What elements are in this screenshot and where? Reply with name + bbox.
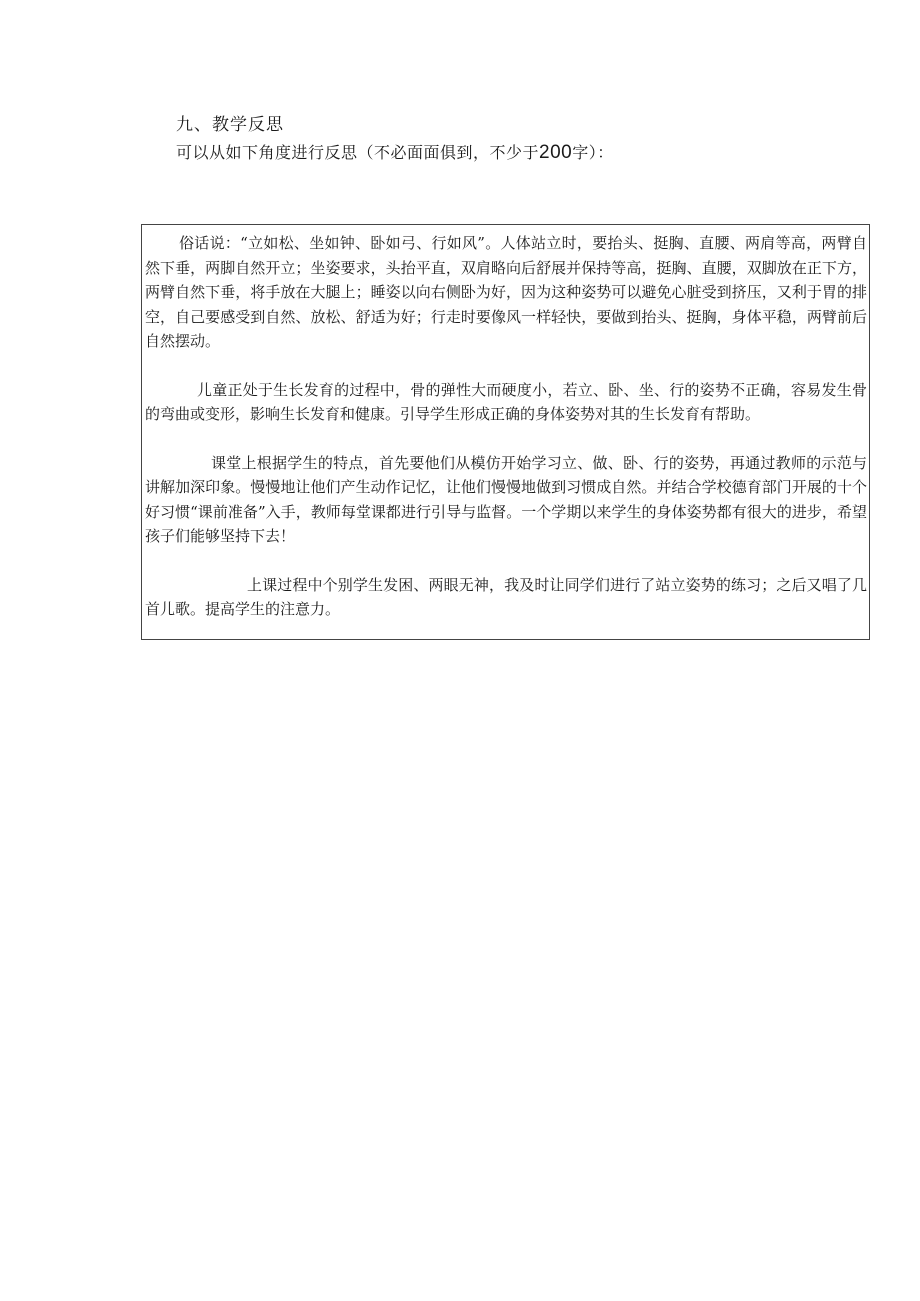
reflection-box <box>141 224 870 640</box>
reflection-paragraph-2: 儿童正处于生长发育的过程中，骨的弹性大而硬度小，若立、卧、坐、行的姿势不正确，容易发生骨的弯曲或变形，影响生长发育和健康。引导学生形成正确的身体姿势对其的生长发育有帮助。 <box>145 380 867 423</box>
section-heading: 九、教学反思 <box>176 115 284 135</box>
instruction-text-before: 可以从如下角度进行反思（不必面面俱到，不少于 <box>176 143 540 162</box>
section-instruction <box>176 141 614 165</box>
instruction-text-after: 字）： <box>572 143 614 162</box>
instruction-word-count: 200 <box>539 142 573 163</box>
reflection-paragraph-1: 俗话说：“立如松、坐如钟、卧如弓、行如风”。人体站立时，要抬头、挺胸、直腰、两肩等高，两臂自然下垂，两脚自然开立；坐姿要求，头抬平直，双肩略向后舒展并保持等高，挺胸、直腰，双脚放在正下方，两臂自然下垂，将手放在大腿上；睡姿以向右侧卧为好，因为这种姿势可以避免心脏受到挤压，又利于胃的排空，自己要感受到自然、放松、舒适为好；行走时要像风一样轻快，要做到抬头、挺胸，身体平稳，两臂前后自然摆动。 <box>145 234 867 350</box>
reflection-paragraph-3: 课堂上根据学生的特点，首先要他们从模仿开始学习立、做、卧、行的姿势，再通过教师的示范与讲解加深印象。慢慢地让他们产生动作记忆，让他们慢慢地做到习惯成自然。并结合学校德育部门开展的十个好习惯“课前准备”入手，教师每堂课都进行引导与监督。一个学期以来学生的身体姿势都有很大的进步，希望孩子们能够坚持下去！ <box>145 453 867 545</box>
reflection-paragraph-4: 上课过程中个别学生发困、两眼无神，我及时让同学们进行了站立姿势的练习；之后又唱了几首儿歌。提高学生的注意力。 <box>145 575 867 618</box>
